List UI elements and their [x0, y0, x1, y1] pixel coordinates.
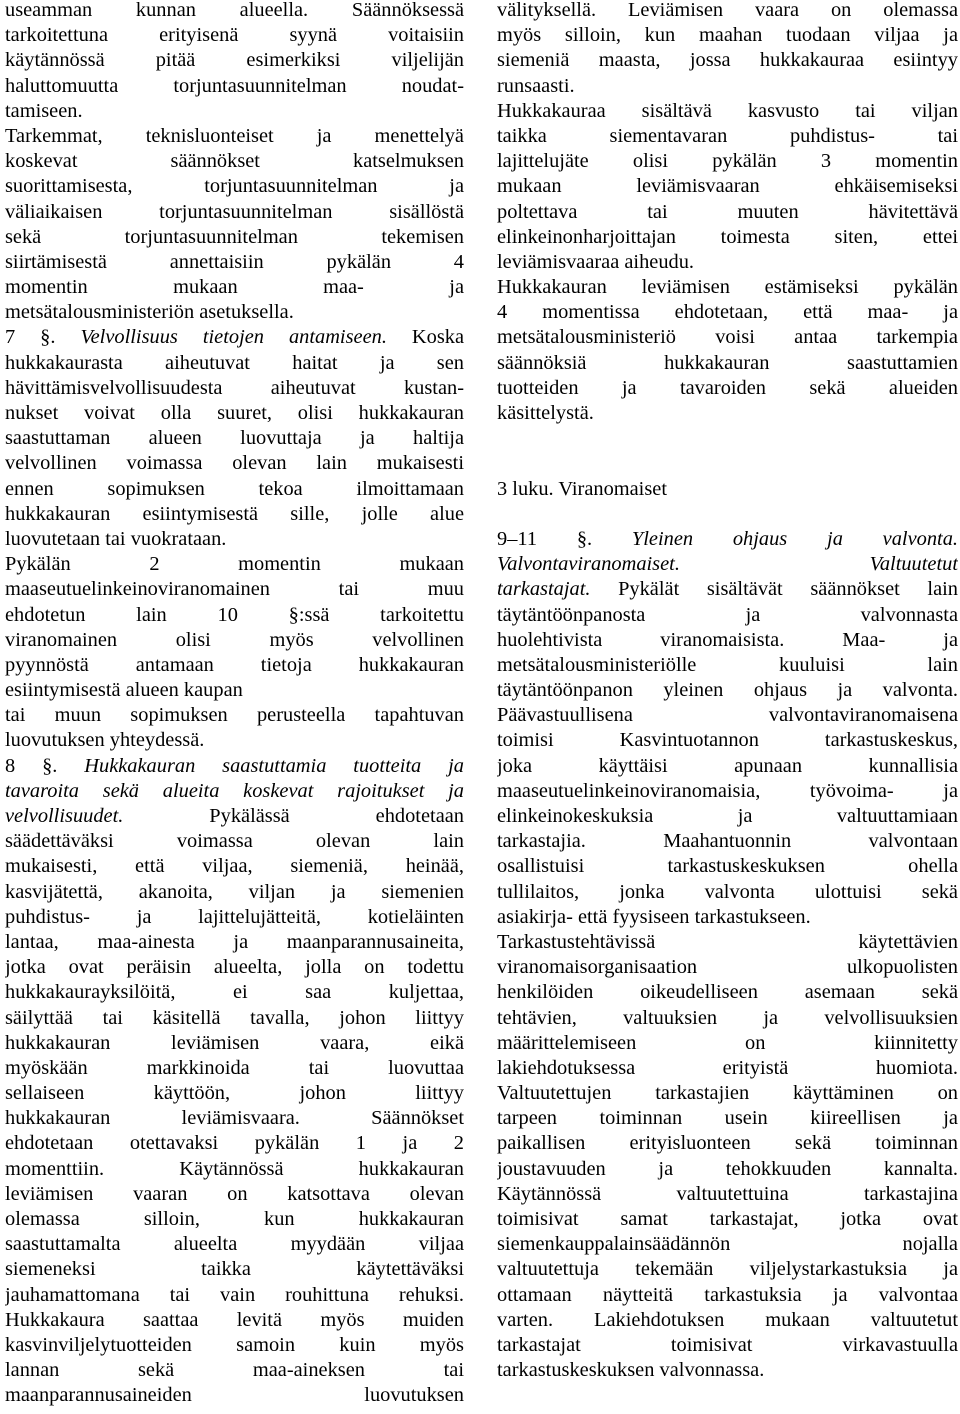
text-line [497, 703, 958, 728]
text-line [497, 1257, 958, 1282]
text-segment: osallistuisi tarkastuskeskuksen ohella [497, 855, 958, 878]
text-line [497, 351, 958, 376]
text-segment: sekä torjuntasuunnitelman tekemisen [5, 225, 464, 248]
italic-text-segment: Yleinen ohjaus ja valvonta. [631, 527, 958, 550]
text-segment: 4 momentissa ehdotetaan, että maa- ja [497, 301, 958, 324]
text-segment: luovutuksen yhteydessä. [5, 729, 205, 752]
text-line [497, 1182, 958, 1207]
text-line [497, 250, 958, 275]
text-segment: ehdotetun lain 10 §:ssä tarkoitettu [5, 603, 464, 626]
text-segment: 8 §. [5, 754, 85, 777]
text-line [5, 1056, 464, 1081]
text-line [5, 1333, 464, 1358]
text-segment: tehtävien, valtuuksien ja velvollisuuksien [497, 1006, 958, 1029]
text-segment: määrittelemiseen on kiinnitetty [497, 1031, 958, 1054]
text-segment: taikka siementavaran puhdistus- tai [497, 124, 958, 147]
text-line [5, 1081, 464, 1106]
text-segment: tuotteiden ja tavaroiden sekä alueiden [497, 376, 958, 399]
text-line [497, 1031, 958, 1056]
text-line [5, 754, 464, 779]
text-line [5, 225, 464, 250]
text-segment: lannan sekä maa-aineksen tai [5, 1359, 464, 1382]
text-segment: siirtämisestä annettaisiin pykälän 4 [5, 250, 464, 273]
text-line [5, 552, 464, 577]
text-segment: myöskään markkinoida tai luovuttaa [5, 1056, 464, 1079]
text-segment: maaseutuelinkeinoviranomainen tai muu [5, 578, 464, 601]
text-segment: käsittelystä. [497, 402, 594, 424]
paragraph-spacer [497, 426, 958, 476]
text-segment: olemassa silloin, kun hukkakauran [5, 1208, 464, 1230]
text-line [497, 854, 958, 879]
text-segment: tarkastajat toimisivat virkavastuulla [497, 1333, 958, 1356]
text-segment: koskevat säännökset katselmuksen [5, 150, 464, 173]
text-segment: joustavuuden ja tehokkuuden kannalta. [497, 1157, 958, 1180]
text-line [497, 401, 958, 426]
text-line [497, 603, 958, 628]
text-line [5, 426, 464, 451]
text-segment: tarkoitettuna erityisenä syynä voitaisiin [5, 24, 464, 47]
text-segment: hukkakauran leviämisvaara. Säännökset [5, 1107, 464, 1130]
text-segment: hävittämisvelvollisuudesta aiheutuvat kustan- [5, 376, 464, 399]
text-line [497, 1081, 958, 1106]
text-line [497, 653, 958, 678]
text-line [5, 1257, 464, 1282]
text-line [5, 451, 464, 476]
text-segment: Hukkakauran leviämisen estämiseksi pykälän [497, 276, 958, 299]
text-segment: leviämisvaaraa aiheudu. [497, 250, 695, 273]
text-line [497, 325, 958, 350]
text-segment: käytännössä pitää esimerkiksi viljelijän [5, 49, 464, 72]
text-line [497, 275, 958, 300]
text-line [5, 0, 464, 23]
text-segment: säädettäväksi voimassa olevan lain [5, 830, 464, 853]
text-line [5, 1106, 464, 1131]
text-segment: täytäntöönpanon yleinen ohjaus ja valvonta. [497, 679, 958, 702]
text-segment: saastuttaman alueen luovuttaja ja haltija [5, 427, 464, 450]
text-segment: saastuttamalta alueelta myydään viljaa [5, 1233, 464, 1256]
text-line [5, 728, 464, 753]
text-segment: 3 luku. Viranomaiset [497, 477, 667, 500]
text-segment: lakiehdotuksessa erityistä huomiota. [497, 1056, 958, 1079]
text-segment: Pykälässä ehdotetaan [123, 805, 464, 827]
text-line [5, 502, 464, 527]
text-segment: maanparannusaineiden luovutuksen [5, 1384, 464, 1407]
text-segment: Valtuutettujen tarkastajien käyttäminen on [497, 1082, 958, 1105]
text-segment: väliaikaisen torjuntasuunnitelman sisällöstä [5, 200, 464, 223]
text-line [5, 1131, 464, 1156]
text-line [5, 200, 464, 225]
text-segment: lantaa, maa-ainesta ja maanparannusaineita, [5, 930, 464, 953]
text-segment: siemeneksi taikka käytettäväksi [5, 1258, 464, 1281]
text-line [497, 930, 958, 955]
text-segment: viranomainen olisi myös velvollinen [5, 628, 464, 651]
text-line [497, 1358, 958, 1383]
text-segment: haluttomuutta torjuntasuunnitelman noudat- [5, 74, 464, 97]
text-line [497, 728, 958, 753]
text-segment: nukset voivat olla suuret, olisi hukkakauran [5, 402, 464, 424]
text-segment: tullilaitos, jonka valvonta ulottuisi sekä [497, 880, 958, 903]
text-line [5, 1157, 464, 1182]
text-line [497, 829, 958, 854]
text-line [497, 1207, 958, 1232]
text-segment: tarpeen toiminnan usein kiireellisen ja [497, 1107, 958, 1130]
text-segment: maaseutuelinkeinoviranomaisia, työvoima- ja [497, 779, 958, 802]
text-segment: sellaiseen käyttöön, johon liittyy [5, 1082, 464, 1105]
text-segment: Hukkakauraa sisältävä kasvusto tai viljan [497, 99, 958, 122]
text-line [5, 300, 464, 325]
text-line [5, 930, 464, 955]
text-segment: metsätalousministeriön asetuksella. [5, 301, 294, 324]
italic-text-segment: Hukkakauran saastuttamia tuotteita ja [84, 754, 464, 777]
text-line [5, 174, 464, 199]
text-segment: Käytännössä valtuutettuina tarkastajina [497, 1182, 958, 1205]
text-segment: välityksellä. Leviämisen vaara on olemassa [497, 0, 958, 21]
text-line [497, 0, 958, 23]
text-line [5, 829, 464, 854]
text-segment: elinkeinonharjoittajan toimesta siten, ettei [497, 225, 958, 248]
text-line [497, 804, 958, 829]
text-segment: huolehtivista viranomaisista. Maa- ja [497, 628, 958, 651]
text-line [497, 980, 958, 1005]
text-segment: jotka ovat peräisin alueelta, jolla on todettu [5, 956, 464, 979]
text-line [5, 99, 464, 124]
text-line [497, 200, 958, 225]
italic-text-segment: Velvollisuus tietojen antamiseen. [80, 326, 387, 349]
text-segment: leviämisen vaaran on katsottava olevan [5, 1182, 464, 1205]
text-line [5, 325, 464, 350]
text-segment: mukaan leviämisvaaran ehkäisemiseksi [497, 175, 958, 198]
text-line [5, 1283, 464, 1308]
text-line [5, 1232, 464, 1257]
text-segment: mukaisesti, että viljaa, siemeniä, heinää, [5, 855, 464, 878]
text-segment: jauhamattomana tai vain rouhittuna rehuksi. [5, 1283, 464, 1306]
left-text-column [5, 0, 464, 1409]
text-line [5, 48, 464, 73]
text-segment: kasvijätettä, akanoita, viljan ja siemenien [5, 880, 464, 903]
text-line [497, 1131, 958, 1156]
text-segment: runsaasti. [497, 74, 575, 97]
text-line [5, 804, 464, 829]
text-line [497, 905, 958, 930]
text-segment: useamman kunnan alueella. Säännöksessä [5, 0, 464, 21]
text-segment: suorittamisesta, torjuntasuunnitelman ja [5, 175, 464, 198]
text-segment: toimisivat samat tarkastajat, jotka ovat [497, 1208, 958, 1231]
italic-text-segment: tarkastajat. [497, 578, 591, 601]
text-line [5, 1383, 464, 1408]
text-line [497, 99, 958, 124]
text-line [497, 1232, 958, 1257]
text-line [5, 628, 464, 653]
text-segment: viranomaisorganisaation ulkopuolisten [497, 956, 958, 979]
text-line [5, 351, 464, 376]
text-segment: Tarkemmat, teknisluonteiset ja menettelyä [5, 124, 464, 147]
text-line [497, 174, 958, 199]
text-line [497, 225, 958, 250]
text-segment: 7 §. [5, 326, 81, 349]
text-line [497, 1006, 958, 1031]
text-segment: luovutetaan tai vuokrataan. [5, 527, 227, 550]
text-line [5, 527, 464, 552]
text-segment: tarkastuskeskuksen valvonnassa. [497, 1359, 765, 1382]
text-segment: säilyttää tai käsitellä tavalla, johon liittyy [5, 1006, 464, 1029]
right-text-column [497, 0, 958, 1383]
text-line [5, 275, 464, 300]
text-segment: Pykälän 2 momentin mukaan [5, 553, 464, 576]
text-line [497, 74, 958, 99]
text-segment: ennen sopimuksen tekoa ilmoittamaan [5, 477, 464, 500]
text-segment: siemeniä maasta, jossa hukkakauraa esiintyy [497, 49, 958, 72]
text-segment: hukkakaurasta aiheutuvat haitat ja sen [5, 351, 464, 374]
text-segment: valtuutettuja tekemään viljelystarkastuksia ja [497, 1258, 958, 1281]
text-line [497, 678, 958, 703]
text-line [497, 376, 958, 401]
text-line [5, 250, 464, 275]
text-line [497, 527, 958, 552]
italic-text-segment: Valvontaviranomaiset. Valtuutetut [497, 553, 958, 576]
text-segment: myös silloin, kun maahan tuodaan viljaa ja [497, 24, 958, 47]
text-segment: toimisi Kasvintuotannon tarkastuskeskus, [497, 729, 958, 752]
text-segment: Hukkakaura saattaa levitä myös muiden [5, 1308, 464, 1331]
text-segment: momenttiin. Käytännössä hukkakauran [5, 1157, 464, 1180]
text-line [5, 401, 464, 426]
text-line [497, 628, 958, 653]
text-segment: 9–11 §. [497, 527, 632, 550]
text-segment: pyynnöstä antamaan tietoja hukkakauran [5, 653, 464, 676]
text-line [497, 1106, 958, 1131]
text-line [5, 980, 464, 1005]
text-segment: velvollinen voimassa olevan lain mukaisesti [5, 452, 464, 475]
text-line [5, 23, 464, 48]
text-line [5, 124, 464, 149]
text-line [497, 300, 958, 325]
text-line [5, 149, 464, 174]
text-line [497, 754, 958, 779]
text-segment: Tarkastustehtävissä käytettävien [497, 930, 958, 953]
text-segment: täytäntöönpanosta ja valvonnasta [497, 603, 958, 626]
text-segment: asiakirja- että fyysiseen tarkastukseen. [497, 905, 811, 928]
text-line [497, 880, 958, 905]
text-segment: ottamaan näytteitä tarkastuksia ja valvontaa [497, 1283, 958, 1306]
text-line [5, 905, 464, 930]
text-line [497, 955, 958, 980]
text-segment: paikallisen erityisluonteen sekä toiminnan [497, 1132, 958, 1155]
text-line [5, 74, 464, 99]
text-line [5, 854, 464, 879]
text-segment: metsätalousministeriölle kuuluisi lain [497, 653, 958, 676]
text-segment: kasvinviljelytuotteiden samoin kuin myös [5, 1333, 464, 1356]
text-segment: poltettava tai muuten hävitettävä [497, 200, 958, 223]
text-segment: elinkeinokeskuksia ja valtuuttamiaan [497, 805, 958, 828]
text-segment: hukkakauran esiintymisestä sille, jolle alue [5, 502, 464, 525]
italic-text-segment: tavaroita sekä alueita koskevat rajoitukset ja [5, 779, 464, 802]
text-segment: ehdotetaan otettavaksi pykälän 1 ja 2 [5, 1132, 464, 1155]
text-line [5, 1358, 464, 1383]
text-line [497, 124, 958, 149]
text-line [497, 23, 958, 48]
paragraph-spacer [497, 502, 958, 527]
text-line [5, 880, 464, 905]
text-line [5, 955, 464, 980]
text-line [5, 1207, 464, 1232]
text-line [497, 1157, 958, 1182]
text-line [497, 779, 958, 804]
text-segment: tai muun sopimuksen perusteella tapahtuvan [5, 704, 464, 727]
text-segment: henkilöiden oikeudelliseen asemaan sekä [497, 981, 958, 1004]
text-line [497, 1308, 958, 1333]
text-line [497, 48, 958, 73]
text-segment: Päävastuullisena valvontaviranomaisena [497, 704, 958, 727]
text-line [497, 477, 958, 502]
text-line [5, 1031, 464, 1056]
text-line [497, 1283, 958, 1308]
text-line [5, 1182, 464, 1207]
text-line [5, 577, 464, 602]
text-line [5, 1006, 464, 1031]
text-segment: Koska [386, 326, 464, 349]
text-line [497, 1333, 958, 1358]
text-segment: tamiseen. [5, 99, 83, 122]
text-line [497, 552, 958, 577]
text-line [5, 376, 464, 401]
text-line [5, 477, 464, 502]
text-segment: joka käyttäisi apunaan kunnallisia [497, 754, 958, 777]
text-line [5, 1308, 464, 1333]
text-segment: hukkakauran leviämisen vaara, eikä [5, 1031, 464, 1054]
text-segment: esiintymisestä alueen kaupan [5, 679, 243, 702]
text-segment: puhdistus- ja lajittelujätteitä, kotieläinten [5, 905, 464, 928]
text-line [497, 149, 958, 174]
text-segment: siemenkauppalainsäädännön nojalla [497, 1233, 958, 1256]
text-segment: lajittelujäte olisi pykälän 3 momentin [497, 150, 958, 173]
text-line [5, 678, 464, 703]
text-line [497, 1056, 958, 1081]
text-segment: hukkakaurayksilöitä, ei saa kuljettaa, [5, 981, 464, 1004]
text-segment: momentin mukaan maa- ja [5, 276, 464, 299]
text-segment: säännöksiä hukkakauran saastuttamien [497, 351, 958, 374]
text-segment: varten. Lakiehdotuksen mukaan valtuutetut [497, 1308, 958, 1331]
italic-text-segment: velvollisuudet. [5, 805, 124, 827]
text-line [5, 779, 464, 804]
text-line [5, 603, 464, 628]
text-segment: tarkastajia. Maahantuonnin valvontaan [497, 830, 958, 853]
text-segment: metsätalousministeriö voisi antaa tarkempia [497, 326, 958, 349]
text-line [497, 577, 958, 602]
text-line [5, 653, 464, 678]
text-segment: Pykälät sisältävät säännökset lain [590, 578, 958, 601]
text-line [5, 703, 464, 728]
